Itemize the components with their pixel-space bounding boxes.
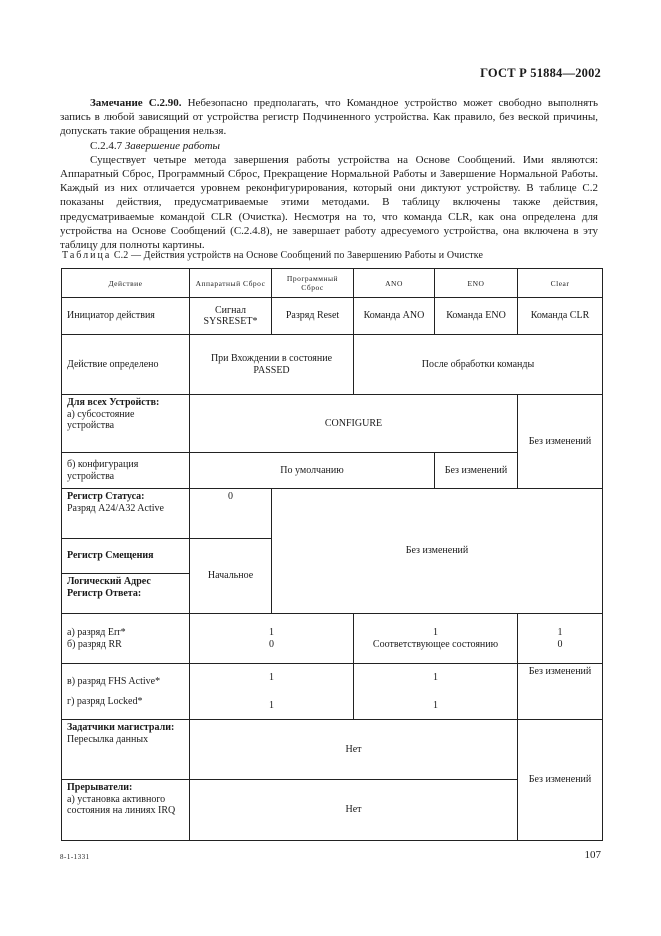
all-devices-clear: Без изменений <box>518 395 603 489</box>
defined-row <box>62 335 603 395</box>
bus-interrupt-clear: Без изменений <box>518 720 603 841</box>
bus-masters-row <box>62 720 603 780</box>
initiator-hardware: Сигнал SYSRESET* <box>190 298 272 335</box>
table-caption <box>62 250 602 261</box>
ano-eno-err-rr <box>354 614 518 664</box>
initiator-ano: Команда ANO <box>354 298 435 335</box>
initiator-eno: Команда ENO <box>435 298 518 335</box>
bus-masters-sub: Пересылка данных <box>67 733 149 745</box>
rr-label: б) разряд RR <box>67 638 122 650</box>
status-register-value: 0 <box>190 489 272 539</box>
locked-label: г) разряд Locked* <box>67 695 143 707</box>
section-number: С.2.4.7 <box>90 139 125 152</box>
note-text: Небезопасно предполагать, что Командное устройство может свободно выполнять запись в любой зависящий от устройства регистр Подчиненного устройства. Как правило, без веской причины, допускать такие обращения нельзя. <box>60 97 598 138</box>
initiator-label: Инициатор действия <box>62 298 190 335</box>
header-action: Действие <box>62 269 190 298</box>
ano-eno-err-value: 1 <box>433 627 438 638</box>
table-header-row <box>62 269 603 298</box>
reset-locked-value: 1 <box>269 699 274 711</box>
config-eno: Без изменений <box>435 453 518 489</box>
actions-table <box>61 268 603 841</box>
status-register-title: Регистр Статуса: <box>67 491 145 502</box>
body-text <box>60 96 598 252</box>
reset-err-rr <box>190 614 354 664</box>
ano-eno-rr-text: Соответствующее состоянию <box>372 638 499 650</box>
standard-header: ГОСТ Р 51884—2002 <box>480 66 601 80</box>
header-hardware-reset: Аппаратный Сброс <box>190 269 272 298</box>
err-rr-labels <box>62 614 190 664</box>
header-clear: Clear <box>518 269 603 298</box>
offset-register-value: Начальное <box>190 539 272 614</box>
section-title: Завершение работы <box>124 139 221 152</box>
status-register-row <box>62 489 603 539</box>
bus-masters-label <box>62 720 190 780</box>
header-eno: ENO <box>435 269 518 298</box>
note-label: Замечание С.2.90. <box>90 97 182 109</box>
initiator-software: Разряд Reset <box>272 298 354 335</box>
all-devices-header <box>62 395 190 453</box>
logical-register-title: Логический Адрес Регистр Ответа: <box>62 574 190 614</box>
fhs-label: в) разряд FHS Active* <box>67 676 161 687</box>
bus-masters-title: Задатчики магистрали: <box>67 722 175 733</box>
configure-value: CONFIGURE <box>190 395 518 453</box>
reset-rr-value: 0 <box>269 638 274 650</box>
reset-err-value: 1 <box>269 627 274 638</box>
status-register-sub: Разряд A24/A32 Active <box>67 502 164 514</box>
reset-fhs-value: 1 <box>269 672 274 683</box>
section-paragraph: Существует четыре метода завершения работы устройства на Основе Сообщений. Ими являются: Аппаратный Сброс, Программный Сброс, Прекращение Нормальной Работы и Завершение Нормальной Работы. Каждый из них отличается уровнем реконфигурирования, который они диктуют устройству. В таблице С.2 показаны действия, предусматриваемые этими методами. В таблицу включены также действия, предусматриваемые командой CLR (Очистка). Несмотря на то, что команда CLR, как она определена для устройства на Основе Сообщений (С.2.4.8), не завершает работу адресуемого устройства, она включена в эту таблицу для полноты картины. <box>60 153 598 252</box>
interrupters-label <box>62 780 190 841</box>
reset-fhs-locked <box>190 664 354 720</box>
interrupters-sub: а) установка активного состояния на линиях IRQ <box>67 793 176 816</box>
caption-text: С.2 — Действия устройств на Основе Сообщений по Завершению Работы и Очистке <box>111 250 484 261</box>
all-devices-title: Для всех Устройств: <box>67 397 160 408</box>
initiator-row <box>62 298 603 335</box>
defined-label: Действие определено <box>62 335 190 395</box>
registers-no-change: Без изменений <box>272 489 603 614</box>
fhs-locked-labels <box>62 664 190 720</box>
defined-reset: При Вхождении в состояние PASSED <box>190 335 354 395</box>
ano-eno-fhs-value: 1 <box>433 672 438 683</box>
ano-eno-fhs-locked <box>354 664 518 720</box>
page-number: 107 <box>584 849 601 861</box>
clear-err-value: 1 <box>557 627 563 638</box>
substate-label: а) субсостояние устройства <box>67 408 135 431</box>
clear-err-rr <box>518 614 603 664</box>
header-software-reset: Программный Сброс <box>272 269 354 298</box>
offset-register-label: Регистр Смещения <box>62 539 190 574</box>
status-register-label <box>62 489 190 539</box>
clear-fhs-locked: Без изменений <box>518 664 603 720</box>
bus-masters-value: Нет <box>190 720 518 780</box>
all-devices-row-a <box>62 395 603 453</box>
fhs-locked-row <box>62 664 603 720</box>
defined-command: После обработки команды <box>354 335 603 395</box>
interrupters-title: Прерыватели: <box>67 782 133 793</box>
config-default: По умолчанию <box>190 453 435 489</box>
footer-code: 8-1-1331 <box>60 853 90 861</box>
caption-prefix: Таблица <box>62 250 112 261</box>
err-label: а) разряд Err* <box>67 627 126 638</box>
ano-eno-locked-value: 1 <box>433 699 438 711</box>
clear-rr-value: 0 <box>557 638 563 650</box>
interrupters-value: Нет <box>190 780 518 841</box>
config-label: б) конфигурация устройства <box>62 453 190 489</box>
initiator-clear: Команда CLR <box>518 298 603 335</box>
header-ano: ANO <box>354 269 435 298</box>
section-heading <box>60 139 598 153</box>
err-rr-row <box>62 614 603 664</box>
note-paragraph <box>60 96 598 139</box>
